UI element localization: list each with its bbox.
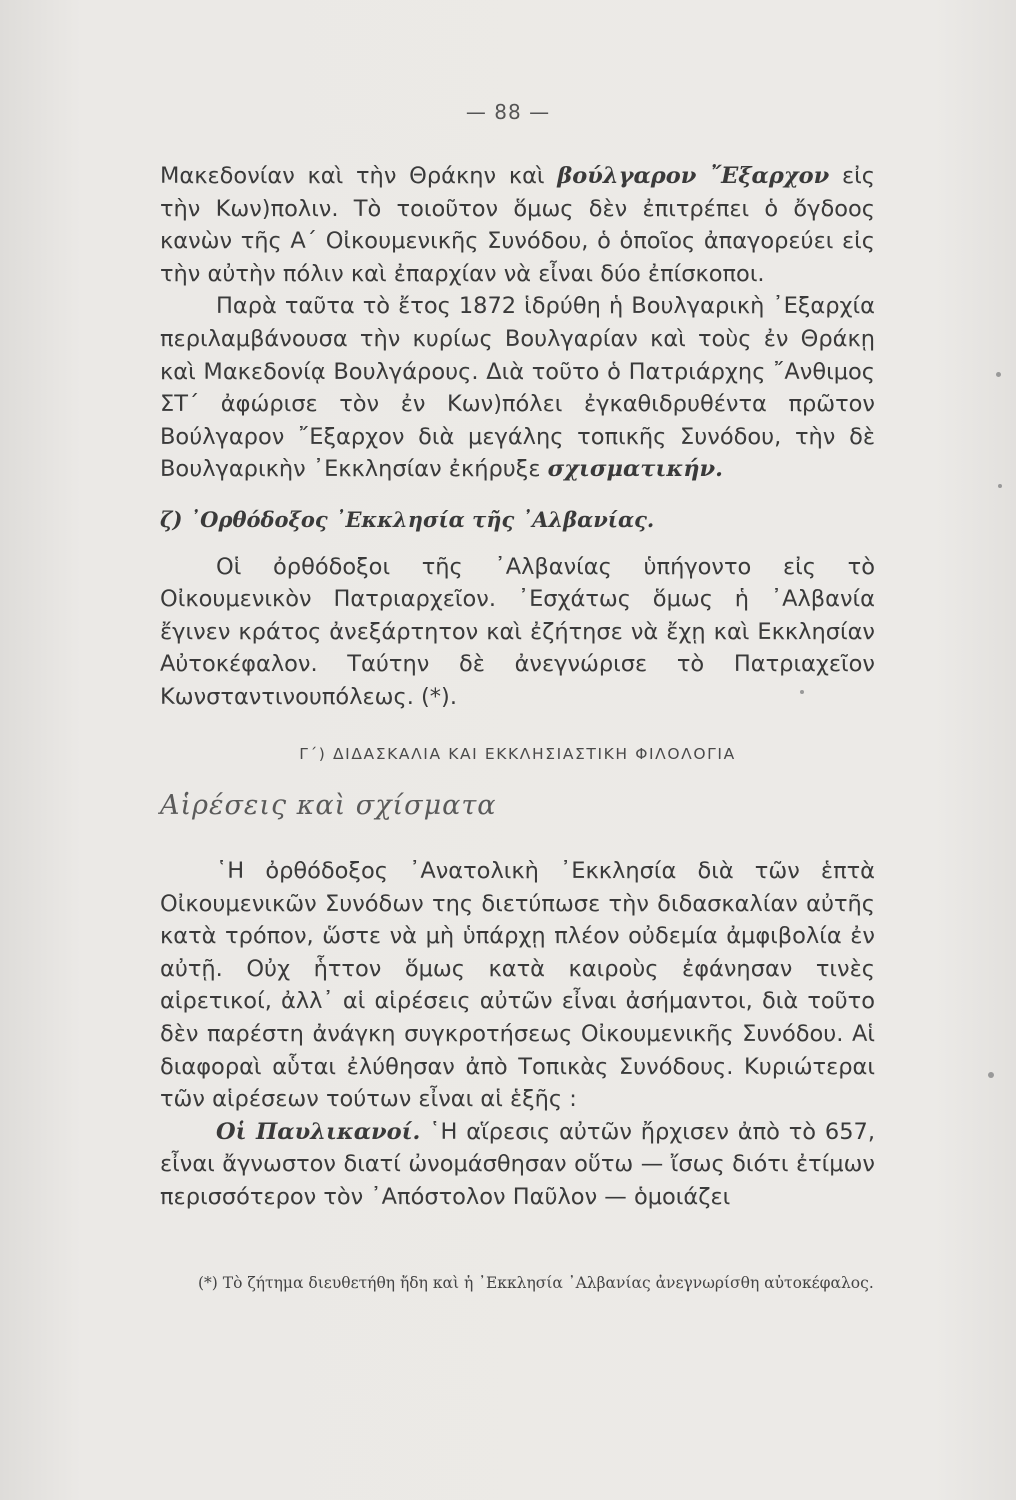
paragraph: [160, 290, 875, 486]
section-title: Γ΄) ΔΙΔΑΣΚΑΛΙΑ ΚΑΙ ΕΚΚΛΗΣΙΑΣΤΙΚΗ ΦΙΛΟΛΟΓΙΑ: [299, 745, 736, 763]
paragraph: [160, 160, 875, 290]
paper-speck: [998, 484, 1002, 488]
text-block-exarchate: [160, 160, 875, 486]
paragraph: [160, 1116, 875, 1214]
paper-speck: [988, 1072, 994, 1078]
paper-speck: [800, 690, 804, 694]
text-block-heresies: [160, 855, 875, 1214]
emphasis-text: βούλγαρον ῎Εξαρχον: [557, 163, 830, 189]
footnote: [160, 1270, 875, 1296]
emphasis-text: σχισματικήν.: [547, 456, 723, 483]
text-span: ῾Η αἵρεσις αὐτῶν ἤρχισεν ἀπὸ τὸ 657, εἶναι ἄγνωστον διατί ὠνομάσθησαν οὕτω — ἴσως διότι ἐτίμων περισσότερον τὸν ᾿Απόστολον Παῦλον — ὁμοιάζει: [160, 1118, 875, 1210]
text-span: Παρὰ ταῦτα τὸ ἔτος 1872 ἱδρύθη ἡ Βουλγαρικὴ ᾿Εξαρχία περιλαμβάνουσα τὴν κυρίως Βουλγαρίαν καὶ τοὺς ἐν Θράκῃ καὶ Μακεδονίᾳ Βουλγάρους. Διὰ τοῦτο ὁ Πατριάρχης ῎Ανθιμος ΣΤ΄ ἀφώρισε τὸν ἐν Κων)πόλει ἐγκαθιδρυθέντα πρῶτον Βούλγαρον ῎Εξαρχον διὰ μεγάλης τοπικῆς Συνόδου, τὴν δὲ Βουλγαρικὴν ᾿Εκκλησίαν ἐκήρυξε: [160, 293, 875, 483]
page-number: — 88 —: [465, 100, 551, 124]
emphasis-text: Οἱ Παυλικανοί.: [216, 1118, 421, 1145]
subheading-albania: ζ) ᾿Ορθόδοξος ᾿Εκκλησία τῆς ᾿Αλβανίας.: [160, 507, 655, 532]
paragraph: ῾Η ὀρθόδοξος ᾿Ανατολικὴ ᾿Εκκλησία διὰ τῶν ἑπτὰ Οἰκουμενικῶν Συνόδων της διετύπωσε τὴν διδασκαλίαν αὐτῆς κατὰ τρόπον, ὥστε νὰ μὴ ὑπάρχῃ πλέον οὐδεμία ἀμφιβολία ἐν αὐτῇ. Οὐχ ἧττον ὅμως κατὰ καιροὺς ἐφάνησαν τινὲς αἱρετικοί, ἀλλ᾿ αἱ αἱρέσεις αὐτῶν εἶναι ἀσήμαντοι, διὰ τοῦτο δὲν παρέστη ἀνάγκη συγκροτήσεως Οἰκουμενικῆς Συνόδου. Αἱ διαφοραὶ αὗται ἐλύθησαν ἀπὸ Τοπικὰς Συνόδους. Κυριώτεραι τῶν αἱρέσεων τούτων εἶναι αἱ ἑξῆς :: [160, 858, 875, 1113]
text-span: εἰς τὴν Κων)πολιν. Τὸ τοιοῦτον ὅμως δὲν ἐπιτρέπει ὁ ὄγδοος κανὼν τῆς Α΄ Οἰκουμενικῆς Συνόδου, ὁ ὁποῖος ἀπαγορεύει εἰς τὴν αὐτὴν πόλιν καὶ ἐπαρχίαν νὰ εἶναι δύο ἐπίσκοποι.: [160, 163, 875, 287]
text-span: Μακεδονίαν καὶ τὴν Θράκην καὶ: [160, 163, 558, 189]
paragraph: Οἱ ὀρθόδοξοι τῆς ᾿Αλβανίας ὑπήγοντο εἰς τὸ Οἰκουμενικὸν Πατριαρχεῖον. ᾿Εσχάτως ὅμως ἡ ᾿Αλβανία ἔγινεν κράτος ἀνεξάρτητον καὶ ἐζήτησε νὰ ἔχῃ καὶ Εκκλησίαν Αὐτοκέφαλον. Ταύτην δὲ ἀνεγνώρισε τὸ Πατριαχεῖον Κωνσταντινουπόλεως. (*).: [160, 553, 875, 710]
footnote-text: (*) Τὸ ζήτημα διευθετήθη ἤδη καὶ ἡ ᾿Εκκλησία ᾿Αλβανίας ἀνεγνωρίσθη αὐτοκέφαλος.: [198, 1274, 874, 1292]
text-block-albania: [160, 504, 875, 714]
paper-speck: [996, 372, 1001, 377]
script-heading: Αἱρέσεις καὶ σχίσματα: [160, 790, 497, 821]
